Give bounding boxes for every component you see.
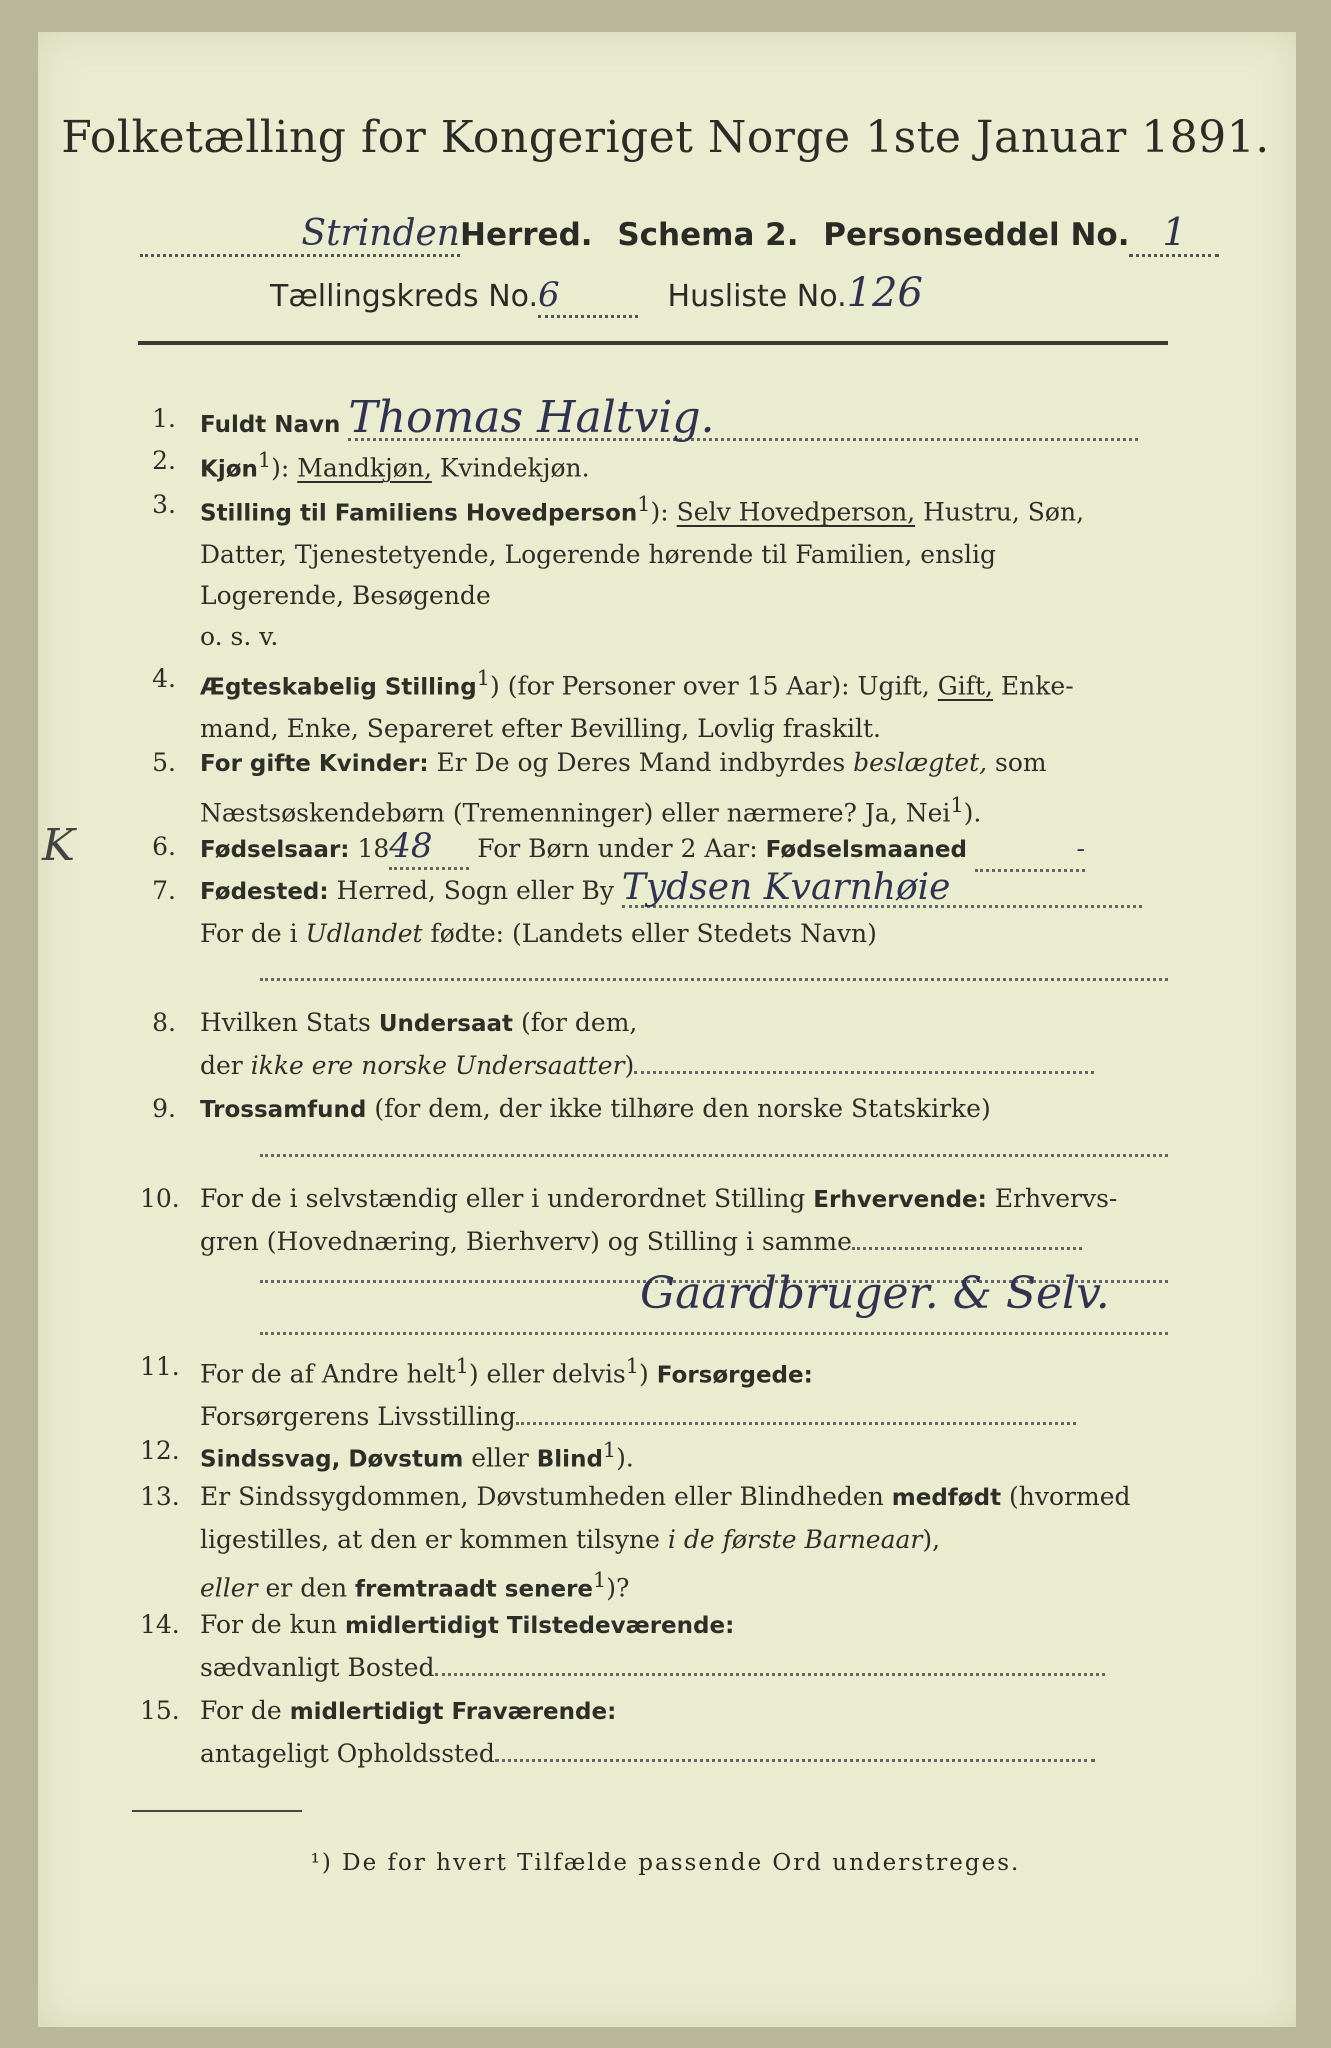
q7-value: Tydsen Kvarnhøie [622, 871, 1142, 908]
q15-text: For de [200, 1696, 282, 1725]
q7-text: Herred, Sogn eller By [336, 876, 614, 905]
q12-text: eller [471, 1443, 529, 1473]
question-9 [140, 1088, 1170, 1131]
q8-blank [634, 1071, 1094, 1074]
q10-value: Gaardbruger. & Selv. [640, 1268, 1110, 1319]
q3-colon: ): [650, 497, 669, 527]
q13-line3-a: er den [265, 1573, 348, 1603]
schema-label: Schema 2. [617, 217, 799, 253]
q10-line2: gren (Hovednæring, Bierhverv) og Stilling i samme [200, 1227, 852, 1256]
q7-line2-italic: Udlandet [305, 919, 423, 948]
q4-number: 4. [152, 664, 176, 693]
q9-blank-line [260, 1154, 1168, 1157]
question-2 [140, 440, 1170, 490]
q10-number: 10. [140, 1184, 180, 1213]
q3-options-line1: Hustru, Søn, [923, 497, 1085, 527]
q13-label: medfødt [891, 1485, 1002, 1511]
q5-text: Er De og Deres Mand indbyrdes [436, 748, 846, 777]
question-8: 8. Hvilken Stats Undersaat (for dem, der ikke ere norske Undersaatter) [140, 1002, 1170, 1086]
q12-label-2: Blind [536, 1446, 603, 1473]
q6-text: For Børn under 2 Aar: [477, 834, 758, 863]
q13-line2-italic: i de første Barneaar [667, 1525, 923, 1554]
q2-number: 2. [152, 446, 176, 475]
q10-blank [852, 1247, 1082, 1250]
question-5: 5. For gifte Kvinder: Er De og Deres Mand indbyrdes beslægtet, som Næstsøskendebørn (Tremenninger) eller nærmere? Ja, Nei$^1$). [140, 742, 1170, 833]
form-header-row [140, 210, 1219, 257]
q10-label: Erhvervende: [813, 1187, 987, 1213]
q15-blank [495, 1759, 1095, 1762]
q7-number: 7. [152, 876, 176, 905]
question-12: 12. Sindssvag, Døvstum eller Blind$^1$). [140, 1430, 1170, 1480]
q2-option-male-selected: Mandkjøn, [297, 453, 432, 483]
q9-label: Trossamfund [200, 1097, 367, 1123]
margin-handwritten-mark: K [42, 820, 75, 871]
q4-label: Ægteskabelig Stilling [200, 674, 477, 701]
q3-options-line4: o. s. v. [200, 622, 279, 652]
q11-blank [516, 1422, 1076, 1425]
q6-year-value: 48 [389, 826, 469, 870]
question-11: 11. For de af Andre helt$^1$) eller delvis$^1$) Forsørgede: Forsørgerens Livsstilling [140, 1346, 1170, 1437]
q14-number: 14. [140, 1610, 180, 1639]
q3-footnote-ref: 1 [637, 492, 651, 516]
q1-label: Fuldt Navn [200, 412, 341, 438]
q11-line2: Forsørgerens Livsstilling [200, 1402, 516, 1432]
q6-label-month: Fødselsmaaned [765, 837, 967, 863]
q5-number: 5. [152, 748, 176, 777]
q6-month-value: - [975, 828, 1085, 872]
q9-number: 9. [152, 1094, 176, 1123]
question-3 [140, 484, 1170, 657]
q3-option-selected: Selv Hovedperson, [676, 497, 916, 527]
q7-label: Fødested: [200, 879, 329, 905]
q8-number: 8. [152, 1008, 176, 1037]
q8-text: Hvilken Stats [200, 1008, 371, 1037]
q13-text: Er Sindssygdommen, Døvstumheden eller Blindheden [200, 1482, 884, 1511]
q8-line2-italic: ikke ere norske Undersaatter [250, 1051, 625, 1080]
herred-value: Strinden [140, 213, 460, 257]
q13-line2-a: ligestilles, at den er kommen tilsyne [200, 1525, 660, 1554]
q8-line2-a: der [200, 1051, 243, 1080]
q3-options-line2: Datter, Tjenestetyende, Logerende hørende til Familien, enslig [200, 540, 997, 570]
q1-number: 1. [152, 404, 176, 433]
q4-text: ) (for Personer over 15 Aar): Ugift, [490, 671, 930, 701]
q7-line2-a: For de i [200, 919, 298, 948]
q4-options-line2: mand, Enke, Separeret efter Bevilling, Lovlig fraskilt. [200, 714, 881, 744]
q2-option-female: Kvindekjøn. [439, 453, 590, 483]
question-4 [140, 658, 1170, 749]
q3-number: 3. [152, 490, 176, 519]
q5-label: For gifte Kvinder: [200, 751, 429, 777]
husliste-label: Husliste No. [667, 279, 847, 314]
q15-line2: antageligt Opholdssted [200, 1739, 495, 1768]
q3-label: Stilling til Familiens Hovedperson [200, 500, 638, 527]
q14-blank [435, 1673, 1105, 1676]
q8-text-cont: (for dem, [520, 1008, 638, 1037]
herred-label: Herred. [460, 217, 593, 253]
q6-label: Fødselsaar: [200, 837, 350, 863]
question-1 [140, 392, 1170, 446]
q5-line2: Næstsøskendebørn (Tremenninger) eller nærmere? Ja, Nei [200, 798, 951, 828]
q11-text-cont: ) eller delvis [468, 1359, 626, 1389]
q5-text-cont: som [995, 748, 1047, 777]
q6-year-prefix: 18 [357, 834, 390, 863]
q12-label: Sindssvag, Døvstum [200, 1446, 464, 1473]
q3-options-line3: Logerende, Besøgende [200, 581, 491, 611]
form-title: Folketælling for Kongeriget Norge 1ste Januar 1891. [61, 112, 1270, 163]
question-13: 13. Er Sindssygdommen, Døvstumheden eller Blindheden medfødt (hvormed ligestilles, at den er kommen tilsyne i de første Barneaar), eller er den fremtraadt senere$^1$)? [140, 1476, 1170, 1610]
q10-text: For de i selvstændig eller i underordnet Stilling [200, 1184, 806, 1213]
question-15 [140, 1690, 1170, 1774]
q13-line3-label: fremtraadt senere [355, 1576, 594, 1603]
q15-label: midlertidigt Fraværende: [289, 1699, 617, 1725]
q14-label: midlertidigt Tilstedeværende: [344, 1613, 735, 1639]
kreds-value: 6 [538, 275, 638, 318]
q10-text-cont: Erhvervs- [994, 1184, 1118, 1213]
q1-value: Thomas Haltvig. [348, 398, 1138, 441]
q2-footnote-ref: 1 [257, 448, 272, 472]
q6-number: 6. [152, 832, 176, 861]
q8-label: Undersaat [378, 1011, 514, 1037]
q13-line3-italic: eller [200, 1573, 258, 1603]
q9-text: (for dem, der ikke tilhøre den norske Statskirke) [374, 1094, 991, 1123]
q5-italic-text: beslægtet, [853, 748, 988, 777]
q11-text: For de af Andre helt [200, 1359, 456, 1389]
q11-number: 11. [140, 1352, 180, 1381]
q10-blank-line-2 [260, 1332, 1168, 1335]
q4-option-selected: Gift, [937, 671, 993, 701]
header-rule [138, 341, 1168, 345]
personseddel-value: 1 [1129, 210, 1219, 257]
q13-text-cont: (hvormed [1009, 1482, 1131, 1511]
q13-number: 13. [140, 1482, 180, 1511]
husliste-value: 126 [846, 270, 923, 316]
personseddel-label: Personseddel No. [823, 217, 1130, 253]
q7-blank-line [260, 978, 1168, 981]
q12-number: 12. [140, 1436, 180, 1465]
footnote: ¹) De for hvert Tilfælde passende Ord understreges. [310, 1850, 1021, 1876]
form-subheader-row [270, 270, 923, 318]
q14-text: For de kun [200, 1610, 338, 1639]
question-14 [140, 1604, 1170, 1688]
q2-colon: ): [271, 453, 290, 483]
question-6 [140, 826, 1170, 872]
q14-line2: sædvanligt Bosted [200, 1653, 435, 1682]
question-10 [140, 1178, 1170, 1262]
q4-text-cont: Enke- [1000, 671, 1074, 701]
q2-label: Kjøn [200, 456, 258, 483]
question-7 [140, 867, 1170, 954]
footnote-rule [132, 1810, 302, 1812]
q7-line2-b: fødte: (Landets eller Stedets Navn) [430, 919, 877, 948]
q15-number: 15. [140, 1696, 180, 1725]
q11-label: Forsørgede: [656, 1362, 813, 1389]
kreds-label: Tællingskreds No. [270, 279, 538, 314]
q4-footnote-ref: 1 [476, 666, 491, 690]
